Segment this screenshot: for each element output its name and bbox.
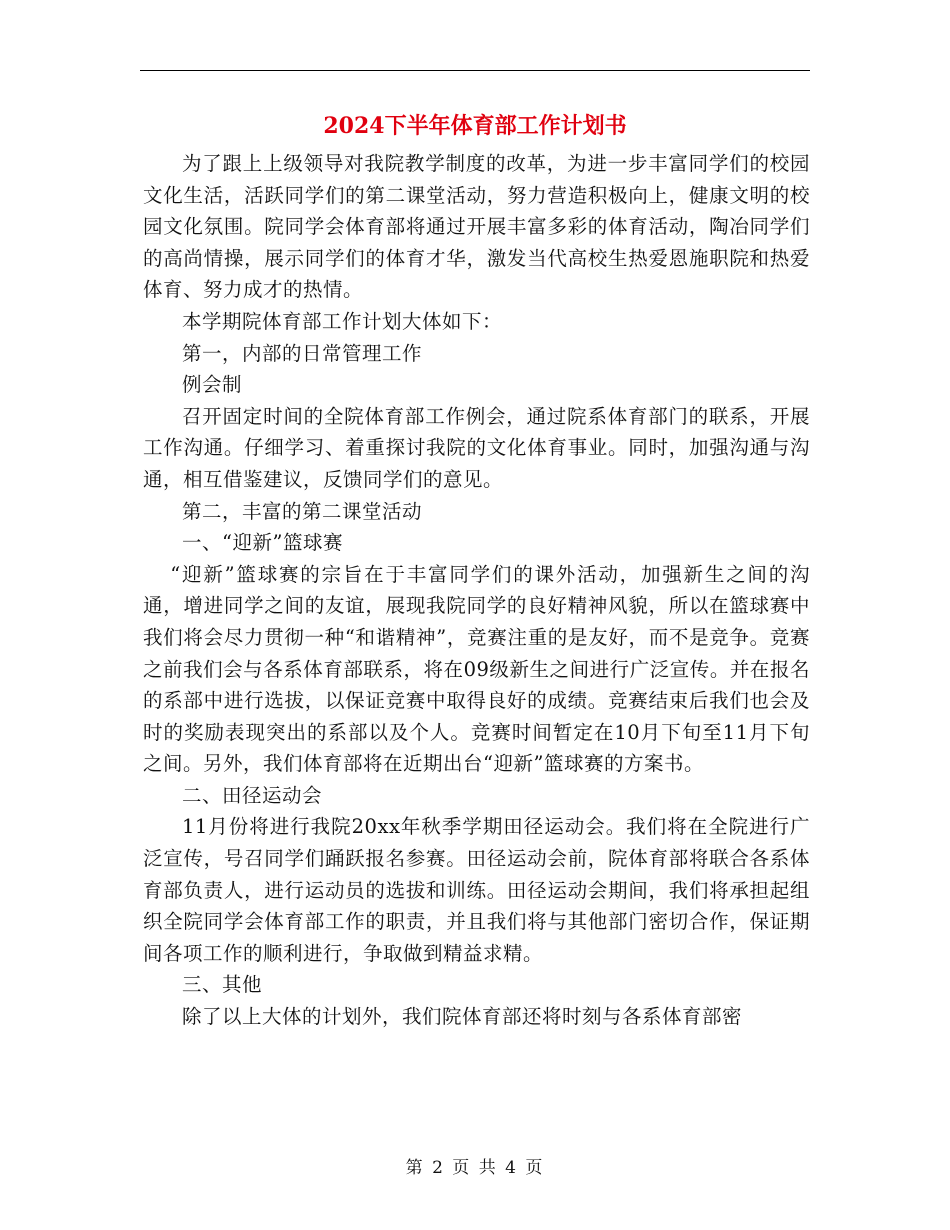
- heading-basketball: 一、“迎新”篮球赛: [182, 531, 343, 555]
- paragraph-intro: 为了跟上上级领导对我院教学制度的改革，为进一步丰富同学们的校园文化生活，活跃同学们的第二课堂活动，努力营造积极向上，健康文明的校园文化氛围。院同学会体育部将通过开展丰富多彩的体育活动，陶冶同学们的高尚情操，展示同学们的体育才华，激发当代高校生热爱恩施职院和热爱体育、努力成才的热情。: [143, 152, 810, 302]
- heading-section-one: 第一，内部的日常管理工作: [182, 341, 423, 365]
- paragraph-other: 除了以上大体的计划外，我们院体育部还将时刻与各系体育部密: [182, 1005, 743, 1029]
- heading-section-two: 第二，丰富的第二课堂活动: [182, 499, 423, 523]
- paragraph-track-field: 11月份将进行我院20xx年秋季学期田径运动会。我们将在全院进行广泛宣传，号召同学们踊跃报名参赛。田径运动会前，院体育部将联合各系体育部负责人，进行运动员的选拔和训练。田径运动会期间，我们将承担起组织全院同学会体育部工作的职责，并且我们将与其他部门密切合作，保证期间各项工作的顺利进行，争取做到精益求精。: [143, 815, 810, 965]
- heading-other: 三、其他: [182, 973, 263, 997]
- paragraph-basketball: “迎新”篮球赛的宗旨在于丰富同学们的课外活动，加强新生之间的沟通，增进同学之间的友谊，展现我院同学的良好精神风貌，所以在篮球赛中我们将会尽力贯彻一种“和谐精神”，竞赛注重的是友好，而不是竞争。竞赛之前我们会与各系体育部联系，将在09级新生之间进行广泛宣传。并在报名的系部中进行选拔，以保证竞赛中取得良好的成绩。竞赛结束后我们也会及时的奖励表现突出的系部以及个人。竞赛时间暂定在10月下旬至11月下旬之间。另外，我们体育部将在近期出台“迎新”篮球赛的方案书。: [143, 562, 810, 776]
- paragraph-meeting-system: 召开固定时间的全院体育部工作例会，通过院系体育部门的联系，开展工作沟通。仔细学习、着重探讨我院的文化体育事业。同时，加强沟通与沟通，相互借鉴建议，反馈同学们的意见。: [143, 404, 810, 491]
- header-rule: [140, 70, 810, 71]
- heading-meeting-system: 例会制: [182, 373, 243, 397]
- document-title: 2024下半年体育部工作计划书: [323, 113, 627, 139]
- paragraph-plan-overview: 本学期院体育部工作计划大体如下：: [182, 309, 503, 333]
- document-body: [143, 148, 810, 1033]
- page-number: 第 2 页 共 4 页: [405, 1158, 545, 1178]
- heading-track-field: 二、田径运动会: [182, 783, 323, 807]
